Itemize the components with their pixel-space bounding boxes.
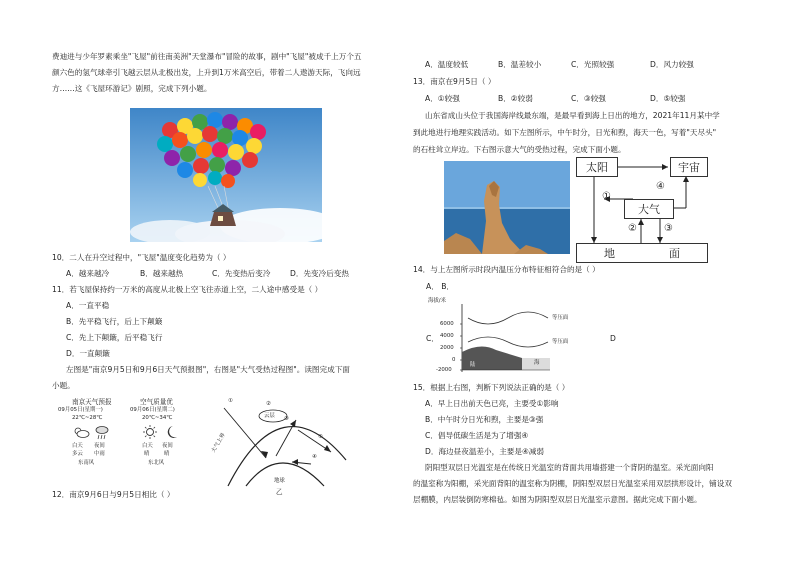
q12-option-a[interactable]: A．温度较低 (425, 60, 469, 69)
tick-0: 0 (452, 357, 456, 363)
intro2-line-2: 小题。 (52, 381, 75, 390)
cloudy-icon (72, 424, 112, 440)
intro4-line-3: 层棚膜，内层装倒防寒棉毡。如图为阴阳型双层日光温室示意图。据此完成下面小题。 (413, 495, 702, 504)
forecast-title: 南京天气预报 (72, 398, 112, 406)
night-label-1: 夜间 (94, 443, 105, 449)
q10-option-c[interactable]: C．先变热后变冷 (212, 269, 271, 278)
atmos-top-label: 大气上界 (210, 432, 227, 454)
q11-option-b[interactable]: B．先平稳飞行，后上下颠簸 (66, 317, 163, 326)
q15-option-c[interactable]: C．倡导低碳生活是为了增强④ (425, 431, 529, 440)
sun-moon-icon (142, 424, 182, 440)
box-n2: ② (628, 223, 637, 234)
rock-pillar-photo (444, 161, 570, 254)
q11-option-d[interactable]: D．一直颠簸 (66, 349, 110, 358)
air-quality: 空气质量优 (140, 398, 173, 406)
q14-option-d[interactable]: D (610, 334, 616, 343)
date-sep6: 09月06日(星期二) (130, 407, 175, 413)
intro3-line-2: 到此地进行地理实践活动。如下左图所示，中午时分，日光和煦，海天一色，写着"天尽头" (413, 128, 717, 137)
isobar-label-upper: 等压面 (552, 315, 569, 321)
heat-n3: ③ (284, 416, 289, 422)
q12-option-d[interactable]: D．风力较强 (650, 60, 694, 69)
intro-line-1: 费迪进与少年罗素乘坐"飞屋"前往南美洲"天堂瀑布"冒险的故事，剧中"飞屋"被成千上万个五 (52, 52, 362, 61)
q11-option-a[interactable]: A．一直平稳 (66, 301, 110, 310)
q12-option-c[interactable]: C．光照较强 (571, 60, 615, 69)
q12-stem: 12．南京9月6日与9月5日相比（ ） (52, 490, 175, 499)
sea-label: 海 (534, 360, 540, 366)
q10-option-d[interactable]: D．先变冷后变热 (290, 269, 350, 278)
q13-option-b[interactable]: B．②较弱 (498, 94, 533, 103)
intro4-line-2: 的温室称为阳棚，采光面背阳的温室称为阴棚，阴阳型双层日光温室采用双层拱形设计，铺设双 (413, 479, 732, 488)
cond-day-2: 晴 (144, 451, 150, 457)
cond-day-1: 多云 (72, 451, 83, 457)
temp-sep6: 20℃~34℃ (142, 415, 173, 421)
q10-option-b[interactable]: B．越来越热 (140, 269, 184, 278)
day-label-1: 白天 (72, 443, 83, 449)
q10-stem: 10．二人在升空过程中，"飞屋"温度变化趋势为（ ） (52, 253, 231, 262)
atmosphere-heating-diagram (206, 390, 356, 496)
box-n4: ④ (656, 181, 665, 192)
wind-1: 东南风 (78, 460, 95, 466)
intro3-line-3: 的石柱耸立岸边。下右图示意大气的受热过程，完成下面小题。 (413, 145, 626, 154)
q11-option-c[interactable]: C．先上下颠簸，后平稳飞行 (66, 333, 163, 342)
intro3-line-1: 山东省成山头位于我国海岸线最东端，是最早看到海上日出的地方，2021年11月某中学 (425, 111, 720, 120)
space-box: 宇宙 (670, 157, 708, 177)
q12-option-b[interactable]: B．温差较小 (498, 60, 542, 69)
diagram-label-yi: 乙 (276, 488, 283, 496)
isobar-chart (426, 296, 616, 376)
ground-label-left: 地 (604, 247, 615, 260)
night-label-2: 夜间 (162, 443, 173, 449)
cond-night-2: 晴 (164, 451, 170, 457)
heat-n5: ⑤ (318, 434, 323, 440)
q15-stem: 15．根据上右图，判断下列说法正确的是（ ） (413, 383, 570, 392)
wind-2: 东北风 (148, 460, 165, 466)
temp-sep5: 22℃~28℃ (72, 415, 103, 421)
heat-n2: ② (266, 401, 271, 407)
sun-box: 太阳 (576, 157, 618, 177)
heat-n1: ① (228, 398, 233, 404)
chart-ylabel: 海拔/米 (428, 298, 446, 304)
q15-option-a[interactable]: A．早上日出前天色已亮，主要受①影响 (425, 399, 559, 408)
q13-option-a[interactable]: A．①较强 (425, 94, 460, 103)
intro4-line-1: 阴阳型双层日光温室是在传统日光温室的背面共用墙搭建一个背阴的温室。采光面向阳 (425, 463, 714, 472)
tick-neg2000: -2000 (436, 367, 452, 373)
tick-4000: 4000 (440, 333, 454, 339)
q13-stem: 13．南京在9月5日（ ） (413, 77, 496, 86)
weather-forecast (58, 398, 208, 480)
q14-option-ab[interactable]: A． B． (426, 282, 455, 291)
box-heating-diagram (576, 157, 706, 261)
intro-line-2: 颜六色的氢气球牵引飞越云层从北极出发，上升到1万米高空后，带着二人遨游天际，飞向远 (52, 68, 361, 77)
isobar-label-lower: 等压面 (552, 339, 569, 345)
land-label: 陆 (470, 362, 476, 368)
q10-option-a[interactable]: A．越来越冷 (66, 269, 110, 278)
date-sep5: 09月05日(星期一) (58, 407, 103, 413)
tick-6000: 6000 (440, 321, 454, 327)
q15-option-b[interactable]: B．中午时分日光和煦，主要是③强 (425, 415, 544, 424)
ground-box (576, 243, 708, 263)
q14-stem: 14．与上左图所示时段内温压分布特征相符合的是（ ） (413, 265, 600, 274)
flying-house-photo (130, 108, 322, 242)
q15-option-d[interactable]: D．海边昼夜温差小，主要是④减弱 (425, 447, 544, 456)
earth-label: 地球 (274, 478, 285, 484)
atmosphere-box (624, 199, 674, 219)
atmosphere-label: 大气 (638, 203, 660, 216)
box-n3: ③ (664, 223, 673, 234)
q14-option-c[interactable]: C． (426, 334, 439, 343)
q13-option-d[interactable]: D．⑤较强 (650, 94, 686, 103)
heat-n4: ④ (312, 454, 317, 460)
intro-line-3: 方……这《飞屋环游记》剧照，完成下列小题。 (52, 84, 212, 93)
q11-stem: 11．若飞屋保持约一万米的高度从北极上空飞往赤道上空，二人途中感受是（ ） (52, 285, 323, 294)
q13-option-c[interactable]: C．③较强 (571, 94, 606, 103)
day-label-2: 白天 (142, 443, 153, 449)
cloud-label: 云层 (264, 413, 275, 419)
ground-label-right: 面 (669, 247, 680, 260)
box-n1: ① (602, 191, 611, 202)
cond-night-1: 中雨 (94, 451, 105, 457)
intro2-line-1: 左图是"南京9月5日和9月6日天气预报图"，右图是"大气受热过程图"。读图完成下面 (66, 365, 350, 374)
tick-2000: 2000 (440, 345, 454, 351)
